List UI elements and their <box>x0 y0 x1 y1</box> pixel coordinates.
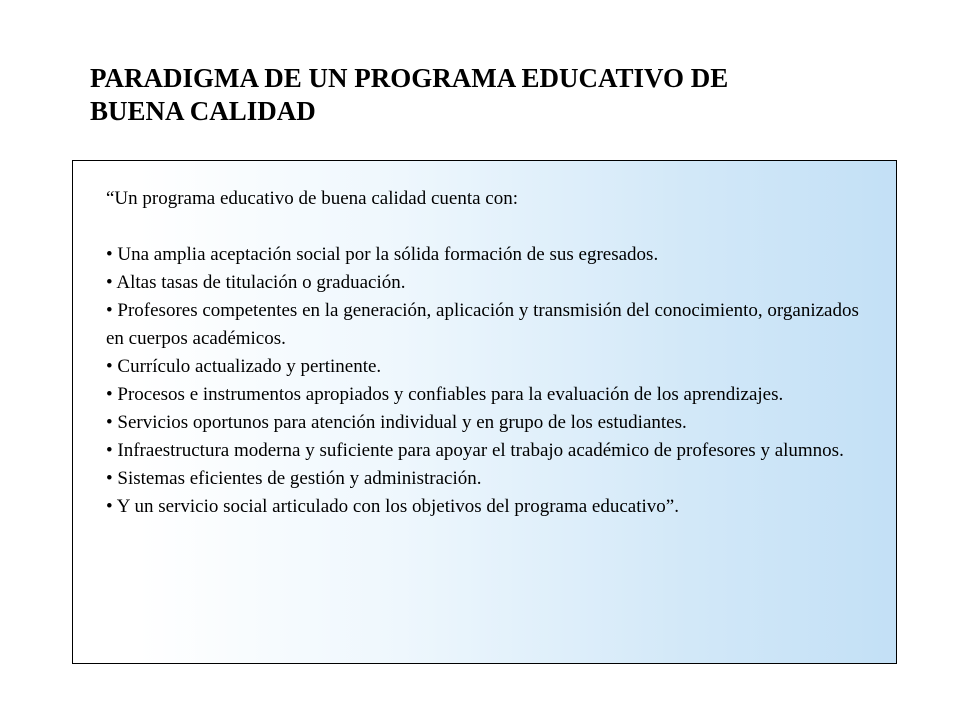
title-line-2: BUENA CALIDAD <box>90 96 316 126</box>
quality-criteria-list <box>106 241 866 521</box>
quote-text <box>106 185 866 521</box>
list-item: • Sistemas eficientes de gestión y administración. <box>106 468 482 489</box>
quote-box <box>72 160 897 664</box>
list-item: • Currículo actualizado y pertinente. <box>106 356 382 377</box>
list-item: • Infraestructura moderna y suficiente para apoyar el trabajo académico de profesores y alumnos. <box>106 440 844 461</box>
list-item: • Servicios oportunos para atención individual y en grupo de los estudiantes. <box>106 412 687 433</box>
list-item: • Una amplia aceptación social por la sólida formación de sus egresados. <box>106 244 659 265</box>
quote-intro: “Un programa educativo de buena calidad cuenta con: <box>106 188 519 209</box>
list-item: • Profesores competentes en la generación, aplicación y transmisión del conocimiento, organizados en cuerpos académicos. <box>106 300 859 349</box>
title-line-1: PARADIGMA DE UN PROGRAMA EDUCATIVO DE <box>90 63 729 93</box>
list-item: • Procesos e instrumentos apropiados y confiables para la evaluación de los aprendizajes. <box>106 384 784 405</box>
slide-title <box>90 62 890 128</box>
list-item: • Y un servicio social articulado con los objetivos del programa educativo”. <box>106 496 679 517</box>
list-item: • Altas tasas de titulación o graduación. <box>106 272 406 293</box>
